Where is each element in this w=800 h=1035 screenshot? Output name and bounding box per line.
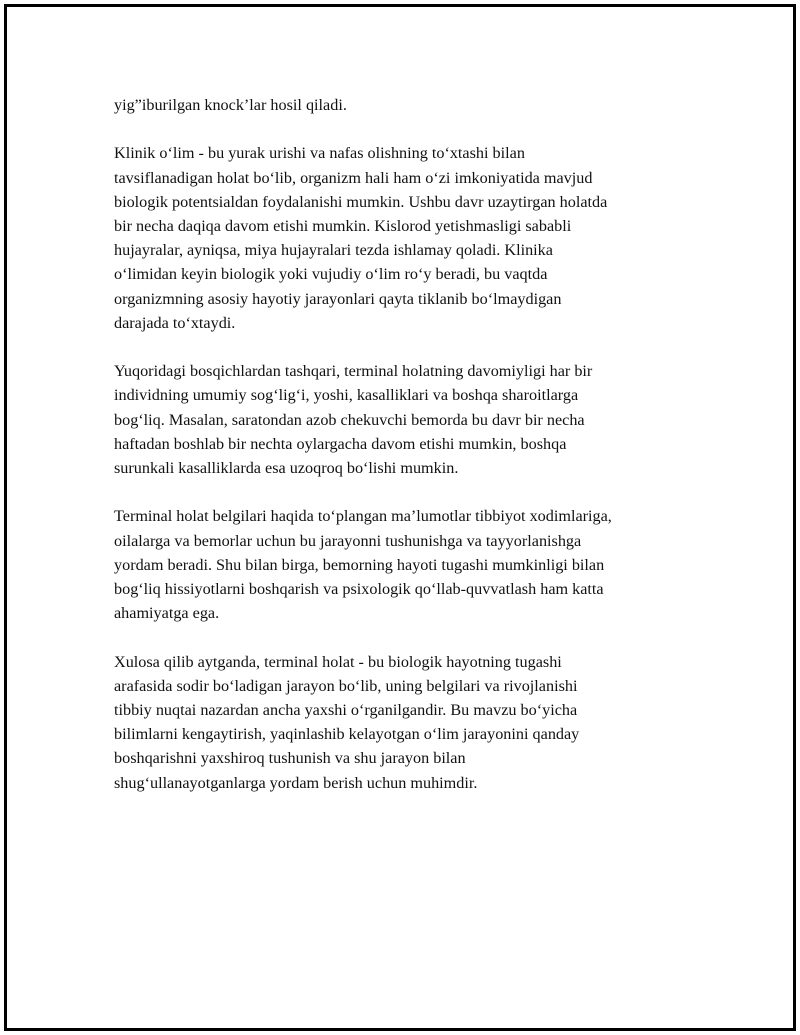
text-line: arafasida sodir bo‘ladigan jarayon bo‘lib, uning belgilari va rivojlanishi (114, 676, 578, 695)
text-line: boshqarishni yaxshiroq tushunish va shu jarayon bilan (114, 749, 466, 768)
text-line: bog‘liq. Masalan, saratondan azob chekuvchi bemorda bu davr bir necha (114, 410, 585, 429)
paragraph-4 (114, 504, 714, 625)
text-line: Xulosa qilib aytganda, terminal holat - bu biologik hayotning tugashi (114, 652, 562, 671)
text-line: biologik potentsialdan foydalanishi mumkin. Ushbu davr uzaytirgan holatda (114, 192, 608, 211)
text-line: darajada to‘xtaydi. (114, 313, 236, 332)
paragraph-1 (114, 93, 714, 117)
text-line: organizmning asosiy hayotiy jarayonlari qayta tiklanib bo‘lmaydigan (114, 289, 562, 308)
text-line: Yuqoridagi bosqichlardan tashqari, terminal holatning davomiyligi har bir (114, 362, 593, 381)
paragraph-3 (114, 359, 714, 480)
text-line: Klinik o‘lim - bu yurak urishi va nafas olishning to‘xtashi bilan (114, 144, 525, 163)
text-line: bilimlarni kengaytirish, yaqinlashib kelayotgan o‘lim jarayonini qanday (114, 725, 580, 744)
text-line: o‘limidan keyin biologik yoki vujudiy o‘lim ro‘y beradi, bu vaqtda (114, 265, 548, 284)
text-line: yig”iburilgan knock’lar hosil qiladi. (114, 96, 347, 114)
text-line: Terminal holat belgilari haqida to‘plangan ma’lumotlar tibbiyot xodimlariga, (114, 507, 612, 526)
text-line: bog‘liq hissiyotlarni boshqarish va psixologik qo‘llab-quvvatlash ham katta (114, 580, 604, 599)
text-line: surunkali kasalliklarda esa uzoqroq bo‘lishi mumkin. (114, 459, 459, 478)
paragraph-5 (114, 650, 714, 795)
paragraph-2 (114, 141, 714, 335)
text-line: bir necha daqiqa davom etishi mumkin. Kislorod yetishmasligi sababli (114, 217, 572, 235)
text-line: hujayralar, ayniqsa, miya hujayralari tezda ishlamay qoladi. Klinika (114, 241, 553, 260)
text-line: oilalarga va bemorlar uchun bu jarayonni tushunishga va tayyorlanishga (114, 531, 582, 550)
document-body (114, 93, 714, 819)
text-line: shug‘ullanayotganlarga yordam berish uchun muhimdir. (114, 773, 478, 792)
text-line: tavsiflanadigan holat bo‘lib, organizm hali ham o‘zi imkoniyatida mavjud (114, 168, 593, 187)
text-line: yordam beradi. Shu bilan birga, bemorning hayoti tugashi mumkinligi bilan (114, 555, 605, 574)
text-line: haftadan boshlab bir nechta oylargacha davom etishi mumkin, boshqa (114, 434, 567, 453)
text-line: ahamiyatga ega. (114, 604, 220, 623)
text-line: tibbiy nuqtai nazardan ancha yaxshi o‘rganilgandir. Bu mavzu bo‘yicha (114, 701, 578, 720)
text-line: individning umumiy sog‘lig‘i, yoshi, kasalliklari va boshqa sharoitlarga (114, 386, 579, 405)
